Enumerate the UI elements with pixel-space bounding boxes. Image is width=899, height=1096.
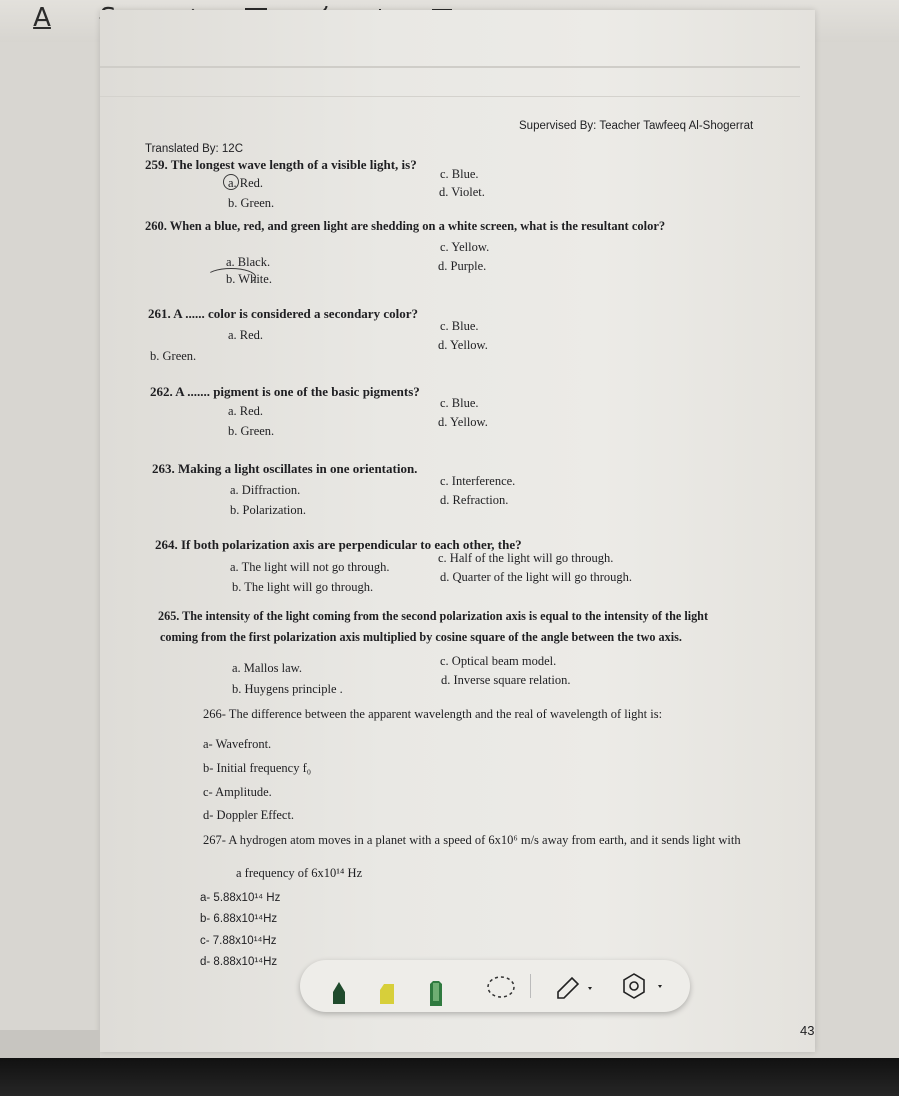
text-tool-label: A [33, 3, 51, 33]
question-265-line2: coming from the first polarization axis multiplied by cosine square of the angle between the two axis. [160, 630, 682, 644]
q261-option-a[interactable]: a. Red. [228, 328, 264, 342]
q263-option-b[interactable]: b. Polarization. [230, 503, 307, 517]
q264-option-d[interactable]: d. Quarter of the light will go through. [440, 570, 632, 584]
q266-option-b[interactable]: b- Initial frequency f₀ [203, 761, 312, 775]
page-divider [100, 66, 800, 68]
text-tool-button[interactable] [28, 0, 56, 36]
q259-option-d[interactable]: d. Violet. [439, 185, 485, 199]
q260-option-b[interactable]: b. White. [226, 272, 272, 286]
shape-settings-icon[interactable] [620, 972, 670, 1005]
question-264: 264. If both polarization axis are perpendicular to each other, the? [155, 537, 522, 552]
question-260: 260. When a blue, red, and green light are shedding on a white screen, what is the resultant color? [145, 219, 666, 233]
q261-option-b[interactable]: b. Green. [150, 349, 197, 363]
q259-option-a[interactable]: a. Red. [228, 176, 264, 190]
supervised-by-label: Supervised By: Teacher Tawfeeq Al-Shogerrat [519, 120, 754, 132]
q263-option-d[interactable]: d. Refraction. [440, 493, 509, 507]
q262-option-c[interactable]: c. Blue. [440, 396, 479, 410]
q261-option-d[interactable]: d. Yellow. [438, 338, 488, 352]
q266-option-c[interactable]: c- Amplitude. [203, 785, 272, 799]
dark-green-pen-icon[interactable] [330, 980, 348, 1009]
question-266: 266- The difference between the apparent wavelength and the real of wavelength of light is: [203, 707, 663, 721]
pen-toolbar [300, 960, 690, 1012]
q265-option-d[interactable]: d. Inverse square relation. [441, 673, 571, 687]
q260-option-a[interactable]: a. Black. [226, 255, 271, 269]
q264-option-c[interactable]: c. Half of the light will go through. [438, 551, 614, 565]
q260-option-d[interactable]: d. Purple. [438, 259, 487, 273]
green-marker-icon[interactable] [428, 980, 444, 1011]
q259-option-b[interactable]: b. Green. [228, 196, 275, 210]
q262-option-d[interactable]: d. Yellow. [438, 415, 488, 429]
q259-option-c[interactable]: c. Blue. [440, 167, 479, 181]
q264-option-a[interactable]: a. The light will not go through. [230, 560, 390, 574]
q262-option-a[interactable]: a. Red. [228, 404, 264, 418]
q262-option-b[interactable]: b. Green. [228, 424, 275, 438]
q267-option-c[interactable]: c- 7.88x10¹⁴Hz [200, 935, 277, 947]
page-divider [100, 96, 800, 97]
divider [530, 974, 531, 998]
pen-settings-icon[interactable] [554, 974, 598, 1005]
q265-option-c[interactable]: c. Optical beam model. [440, 654, 557, 668]
q264-option-b[interactable]: b. The light will go through. [232, 580, 374, 594]
q263-option-a[interactable]: a. Diffraction. [230, 483, 301, 497]
yellow-highlighter-icon[interactable] [378, 982, 396, 1009]
q267-option-a[interactable]: a- 5.88x10¹⁴ Hz [200, 892, 281, 904]
q267-option-d[interactable]: d- 8.88x10¹⁴Hz [200, 956, 278, 968]
lasso-select-icon[interactable] [486, 974, 516, 1005]
question-262: 262. A ....... pigment is one of the basic pigments? [150, 384, 420, 399]
question-267-line1: 267- A hydrogen atom moves in a planet with a speed of 6x10⁶ m/s away from earth, and it sends light with [203, 833, 741, 847]
q261-option-c[interactable]: c. Blue. [440, 319, 479, 333]
q266-option-d[interactable]: d- Doppler Effect. [203, 808, 295, 822]
question-263: 263. Making a light oscillates in one orientation. [152, 461, 418, 476]
q266-option-a[interactable]: a- Wavefront. [203, 737, 272, 751]
answer-circle-mark [206, 268, 256, 286]
q265-option-b[interactable]: b. Huygens principle . [232, 682, 343, 696]
screen-bezel [0, 1058, 899, 1096]
question-265-line1: 265. The intensity of the light coming from the second polarization axis is equal to the intensity of the light [158, 609, 709, 623]
translated-by-label: Translated By: 12C [145, 143, 244, 155]
question-267-line2: a frequency of 6x10¹⁴ Hz [236, 866, 363, 880]
answer-circle-mark [223, 174, 239, 190]
q263-option-c[interactable]: c. Interference. [440, 474, 516, 488]
q267-option-b[interactable]: b- 6.88x10¹⁴Hz [200, 913, 278, 925]
q265-option-a[interactable]: a. Mallos law. [232, 661, 303, 675]
question-259: 259. The longest wave length of a visible light, is? [145, 157, 417, 172]
background-shade [0, 1030, 100, 1060]
question-261: 261. A ...... color is considered a secondary color? [148, 306, 418, 321]
page-number: 43 [800, 1023, 815, 1038]
q260-option-c[interactable]: c. Yellow. [440, 240, 490, 254]
